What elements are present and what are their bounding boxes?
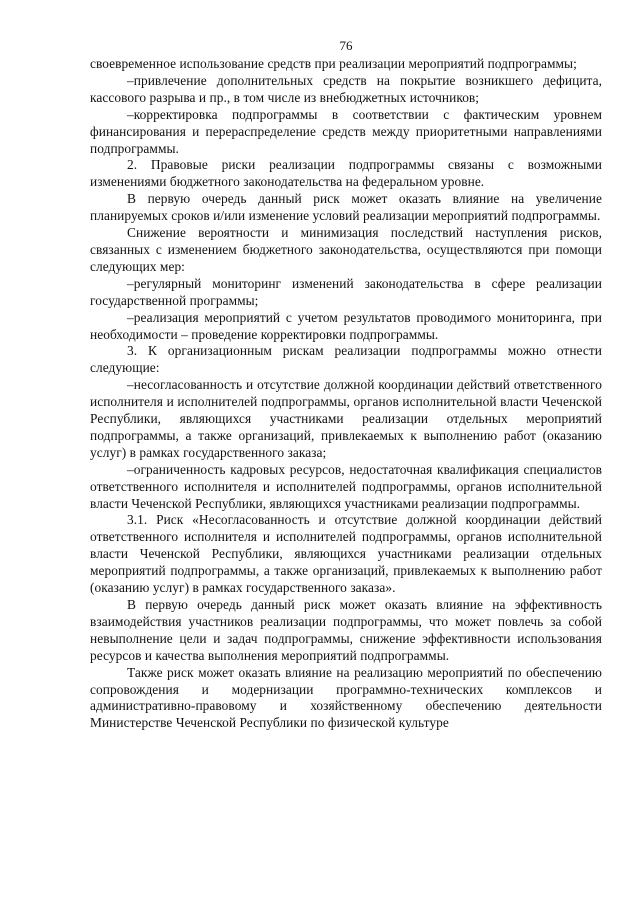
paragraph-organizational-risks: 3. К организационным рискам реализации подпрограммы можно отнести следующие:: [90, 343, 602, 376]
document-page: [90, 38, 602, 732]
paragraph-legal-risk-impact: В первую очередь данный риск может оказать влияние на увеличение планируемых сроков и/или изменение условий реализации мероприятий подпрограммы.: [90, 191, 602, 224]
paragraph-continuation: своевременное использование средств при реализации мероприятий подпрограммы;: [90, 56, 577, 71]
paragraph-risk-3-1-support: Также риск может оказать влияние на реализацию мероприятий по обеспечению сопровождения и модернизации программно-технических комплексов и административно-правовому и хозяйственному обеспечению деятельности Министерстве Чеченской Республики по физической культуре: [90, 664, 602, 731]
paragraph-risk-3-1-impact: В первую очередь данный риск может оказать влияние на эффективность взаимодействия участников реализации подпрограммы, что может повлечь за собой невыполнение цели и задач подпрограммы, снижение эффективности использования ресурсов и качества выполнения мероприятий подпрограммы.: [90, 597, 602, 663]
page-number: 76: [339, 38, 353, 53]
list-item-implementation: –реализация мероприятий с учетом результатов проводимого мониторинга, при необходимости – проведение корректировки подпрограммы.: [90, 309, 602, 342]
list-item-coordination: –несогласованность и отсутствие должной координации действий ответственного исполнителя и исполнителей подпрограммы, органов исполнительной власти Чеченской Республики, являющихся участниками реализации отдельных мероприятий подпрограммы, а также организаций, привлекаемых к выполнению работ (оказанию услуг) в рамках государственного заказа;: [90, 377, 602, 460]
list-item-additional-funds: –привлечение дополнительных средств на покрытие возникшего дефицита, кассового разрыва и пр., в том числе из внебюджетных источников;: [90, 72, 602, 105]
paragraph-legal-risks: 2. Правовые риски реализации подпрограммы связаны с возможными изменениями бюджетного законодательства на федеральном уровне.: [90, 157, 602, 190]
list-item-monitoring: –регулярный мониторинг изменений законодательства в сфере реализации государственной программы;: [90, 275, 602, 308]
list-item-staff-resources: –ограниченность кадровых ресурсов, недостаточная квалификация специалистов ответственного исполнителя и исполнителей подпрограммы, органов исполнительной власти Чеченской Республики, являющихся участниками реализации подпрограммы.: [90, 461, 602, 511]
paragraph-risk-mitigation: Снижение вероятности и минимизация последствий наступления рисков, связанных с изменением бюджетного законодательства, осуществляются при помощи следующих мер:: [90, 225, 602, 274]
paragraph-risk-3-1: 3.1. Риск «Несогласованность и отсутствие должной координации действий ответственного исполнителя и исполнителей подпрограммы, органов исполнительной власти Чеченской Республики, являющихся участниками реализации отдельных мероприятий подпрограммы, а также организаций, привлекаемых к выполнению работ (оказанию услуг) в рамках государственного заказа».: [90, 512, 602, 596]
list-item-program-correction: –корректировка подпрограммы в соответствии с фактическим уровнем финансирования и перераспределение средств между приоритетными направлениями подпрограммы.: [90, 106, 602, 156]
